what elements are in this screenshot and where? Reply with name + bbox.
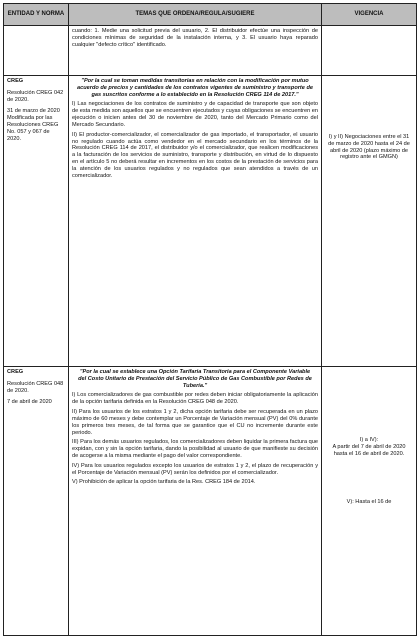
header-entidad-norma: ENTIDAD Y NORMA	[4, 4, 69, 26]
row2-vigencia-cell	[322, 76, 417, 367]
document-page	[0, 3, 419, 527]
table-row	[4, 367, 417, 636]
row2-item-1: I) Las negociaciones de los contratos de suministro y de capacidad de transporte que son objeto de esta medida son aquellos que se encuentren ejecutados y cuyas obligaciones se encuentren en ejecución o inicien antes del 30 de noviembre de 2020, tanto del Mercado Primario como del Mercado Secundario.	[72, 101, 318, 128]
table-row	[4, 76, 417, 367]
row2-lead: "Por la cual se toman medidas transitorias en relación con la modificación por mutuo acuerdo de precios y cantidades de los contratos vigentes de suministro y transporte de gas suscritos conforme a lo establecido en la Resolución CREG 114 de 2017."	[77, 78, 313, 98]
row3-vigencia-label: I) a IV):	[359, 437, 379, 443]
row2-entity: CREG	[7, 78, 24, 84]
row3-vigencia-cell	[322, 367, 417, 636]
row1-entity-cell	[4, 26, 69, 76]
row1-text: cuando: 1. Medie una solicitud previa del usuario, 2. El distribuidor efectúe una inspección de condiciones mínimas de seguridad de la instalación interna, y 3. El usuario haya reparado cualquier "defecto crítico" identificado.	[72, 28, 318, 48]
row3-topics-cell	[69, 367, 322, 636]
row3-date: 7 de abril de 2020	[7, 399, 52, 406]
row3-norm: Resolución CREG 048 de 2020.	[7, 380, 64, 394]
row3-vigencia-v: V): Hasta el 16 de	[346, 499, 392, 506]
row2-dates: 31 de marzo de 2020 Modificada por las Resoluciones CREG No. 057 y 067 de 2020.	[7, 108, 60, 142]
row3-item-4: IV) Para los usuarios regulados excepto los usuarios de estratos 1 y 2, el plazo de recuperación y el Porcentaje de Variación mensual (PV) serán los definidos por el comercializador.	[72, 462, 318, 476]
row3-item-3: III) Para los demás usuarios regulados, los comercializadores deben liquidar la primera factura que expidan, con y sin la opción tarifaria, dando la posibilidad al usuario de que manifieste su decisión de acogerse a la misma mediante el pago del valor correspondiente.	[72, 439, 318, 459]
table-header-row	[4, 4, 417, 26]
table-row	[4, 26, 417, 76]
row3-vigencia-text: A partir del 7 de abril de 2020 hasta el 16 de abril de 2020.	[332, 443, 406, 457]
row2-vigencia: I) y II) Negociaciones entre el 31 de marzo de 2020 hasta el 24 de abril de 2020 (plazo máximo de registro ante el GMGN)	[328, 134, 410, 161]
row2-entity-cell	[4, 76, 69, 367]
row2-norm: Resolución CREG 042 de 2020.	[7, 89, 64, 103]
row3-lead: "Por la cual se establece una Opción Tarifaria Transitoria para el Componente Variable del Costo Unitario de Prestación del Servicio Público de Gas Combustible por Redes de Tubería."	[78, 369, 312, 389]
row3-entity-cell	[4, 367, 69, 636]
row3-entity: CREG	[7, 369, 24, 375]
header-vigencia: VIGENCIA	[322, 4, 417, 26]
row1-vigencia-cell	[322, 26, 417, 76]
row2-topics-cell	[69, 76, 322, 367]
row3-item-1: I) Los comercializadores de gas combustible por redes deben iniciar obligatoriamente la aplicación de la opción tarifaria definida en la Resolución CREG 048 de 2020.	[72, 392, 318, 406]
regulations-table	[3, 3, 417, 636]
row1-topics-cell	[69, 26, 322, 76]
row3-item-2: II) Para los usuarios de los estratos 1 y 2, dicha opción tarifaria debe ser recuperada en un plazo máximo de 60 meses y debe contemplar un Porcentaje de Variación mensual (PV) del 0% durante los primeros tres meses, de tal forma que se garantice que el CU no incremente durante este periodo.	[72, 409, 318, 436]
row2-item-2: II) El productor-comercializador, el comercializador de gas importado, el transportador, el usuario no regulado cuando actúa como vendedor en el mercado secundario en los términos de la Resolución CREG 114 de 2017, el distribuidor y/o el comercializador, que realicen modificaciones a la facturación de los servicios de suministro, transporte y distribución, en virtud de lo dispuesto en el artículo 5 no deberá resultar en incrementos en los costos de la prestación de servicios para la atención de los usuarios regulados y no regulados que sean atendidos a través de un comercializador.	[72, 131, 318, 179]
header-temas: TEMAS QUE ORDENA/REGULA/SUGIERE	[69, 4, 322, 26]
row3-item-5: V) Prohibición de aplicar la opción tarifaria de la Res. CREG 184 de 2014.	[72, 479, 256, 486]
